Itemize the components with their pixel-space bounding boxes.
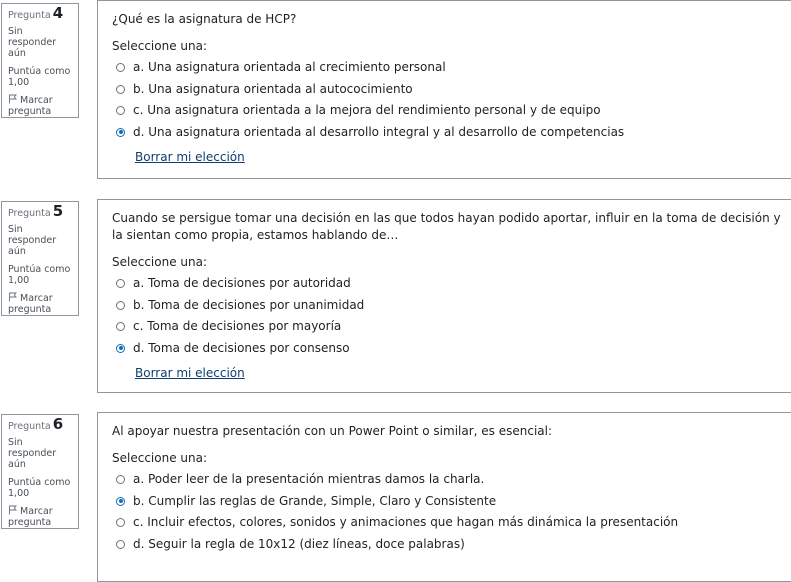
- question-number: 5: [52, 202, 64, 220]
- question-text: Cuando se persigue tomar una decisión en las que todos hayan podido aportar, influir en la toma de decisión y la sientan como propia, estamos hablando de…: [112, 211, 781, 242]
- answer-option-label: c. Una asignatura orientada a la mejora del rendimiento personal y de equipo: [133, 103, 601, 118]
- answer-option-label: d. Toma de decisiones por consenso: [133, 340, 350, 355]
- question-info-6: [1, 414, 79, 529]
- answer-option-label: a. Poder leer de la presentación mientras damos la charla.: [133, 472, 485, 487]
- answer-option-b[interactable]: [112, 295, 782, 317]
- radio-button[interactable]: [116, 106, 125, 115]
- flag-question-link[interactable]: [8, 94, 72, 117]
- answer-option-label: d. Una asignatura orientada al desarrollo integral y al desarrollo de competencias: [133, 124, 625, 139]
- answer-option-label: c. Toma de decisiones por mayoría: [133, 319, 342, 334]
- flag-icon: [8, 505, 18, 515]
- question-grade: Puntúa como 1,00: [8, 66, 71, 88]
- answer-option-a[interactable]: [112, 469, 782, 491]
- answer-option-label: b. Una asignatura orientada al autococimiento: [133, 81, 413, 96]
- question-text: Al apoyar nuestra presentación con un Power Point o similar, es esencial:: [112, 424, 553, 438]
- question-state: Sin responder aún: [8, 224, 57, 257]
- question-heading: [8, 202, 72, 220]
- answer-option-c[interactable]: [112, 100, 782, 122]
- clear-choice-link[interactable]: Borrar mi elección: [135, 366, 245, 380]
- question-heading: [8, 4, 72, 22]
- answer-option-d[interactable]: [112, 338, 782, 360]
- question-state: Sin responder aún: [8, 437, 57, 470]
- answer-option-label: c. Incluir efectos, colores, sonidos y animaciones que hagan más dinámica la presentación: [133, 515, 679, 530]
- radio-button[interactable]: [116, 279, 125, 288]
- flag-question-link[interactable]: [8, 292, 72, 315]
- question-text: ¿Qué es la asignatura de HCP?: [112, 12, 297, 26]
- flag-icon: [8, 94, 18, 104]
- radio-button[interactable]: [116, 475, 125, 484]
- answer-option-d[interactable]: [112, 122, 782, 144]
- radio-button[interactable]: [116, 128, 125, 137]
- radio-button[interactable]: [116, 497, 125, 506]
- radio-button[interactable]: [116, 540, 125, 549]
- flag-icon: [8, 292, 18, 302]
- answer-prompt: Seleccione una:: [112, 255, 207, 269]
- question-info-4: [1, 3, 79, 118]
- flag-question-label: Marcar pregunta: [8, 293, 53, 315]
- answer-option-d[interactable]: [112, 534, 782, 556]
- answer-option-label: a. Una asignatura orientada al crecimiento personal: [133, 60, 446, 75]
- radio-button[interactable]: [116, 85, 125, 94]
- answer-option-b[interactable]: [112, 79, 782, 101]
- question-heading: [8, 415, 72, 433]
- question-number: 4: [52, 4, 64, 22]
- answer-option-label: b. Cumplir las reglas de Grande, Simple, Claro y Consistente: [133, 493, 497, 508]
- question-state: Sin responder aún: [8, 26, 57, 59]
- answer-option-label: a. Toma de decisiones por autoridad: [133, 276, 351, 291]
- question-content-4: [97, 0, 791, 179]
- flag-question-label: Marcar pregunta: [8, 506, 53, 528]
- flag-question-label: Marcar pregunta: [8, 95, 53, 117]
- radio-button[interactable]: [116, 518, 125, 527]
- question-content-5: [97, 199, 791, 393]
- question-grade: Puntúa como 1,00: [8, 264, 71, 286]
- answer-prompt: Seleccione una:: [112, 39, 207, 53]
- clear-choice-link[interactable]: Borrar mi elección: [135, 150, 245, 164]
- answer-option-label: d. Seguir la regla de 10x12 (diez líneas, doce palabras): [133, 536, 465, 551]
- radio-button[interactable]: [116, 63, 125, 72]
- answer-option-a[interactable]: [112, 57, 782, 79]
- radio-button[interactable]: [116, 344, 125, 353]
- question-label: Pregunta: [8, 208, 51, 219]
- question-content-6: [97, 412, 791, 582]
- answer-option-label: b. Toma de decisiones por unanimidad: [133, 297, 365, 312]
- answer-option-c[interactable]: [112, 512, 782, 534]
- question-number: 6: [52, 415, 64, 433]
- question-info-5: [1, 201, 79, 316]
- answer-prompt: Seleccione una:: [112, 451, 207, 465]
- question-grade: Puntúa como 1,00: [8, 477, 71, 499]
- answer-option-a[interactable]: [112, 273, 782, 295]
- radio-button[interactable]: [116, 322, 125, 331]
- flag-question-link[interactable]: [8, 505, 72, 528]
- question-label: Pregunta: [8, 421, 51, 432]
- radio-button[interactable]: [116, 301, 125, 310]
- question-label: Pregunta: [8, 10, 51, 21]
- answer-option-b[interactable]: [112, 491, 782, 513]
- answer-option-c[interactable]: [112, 316, 782, 338]
